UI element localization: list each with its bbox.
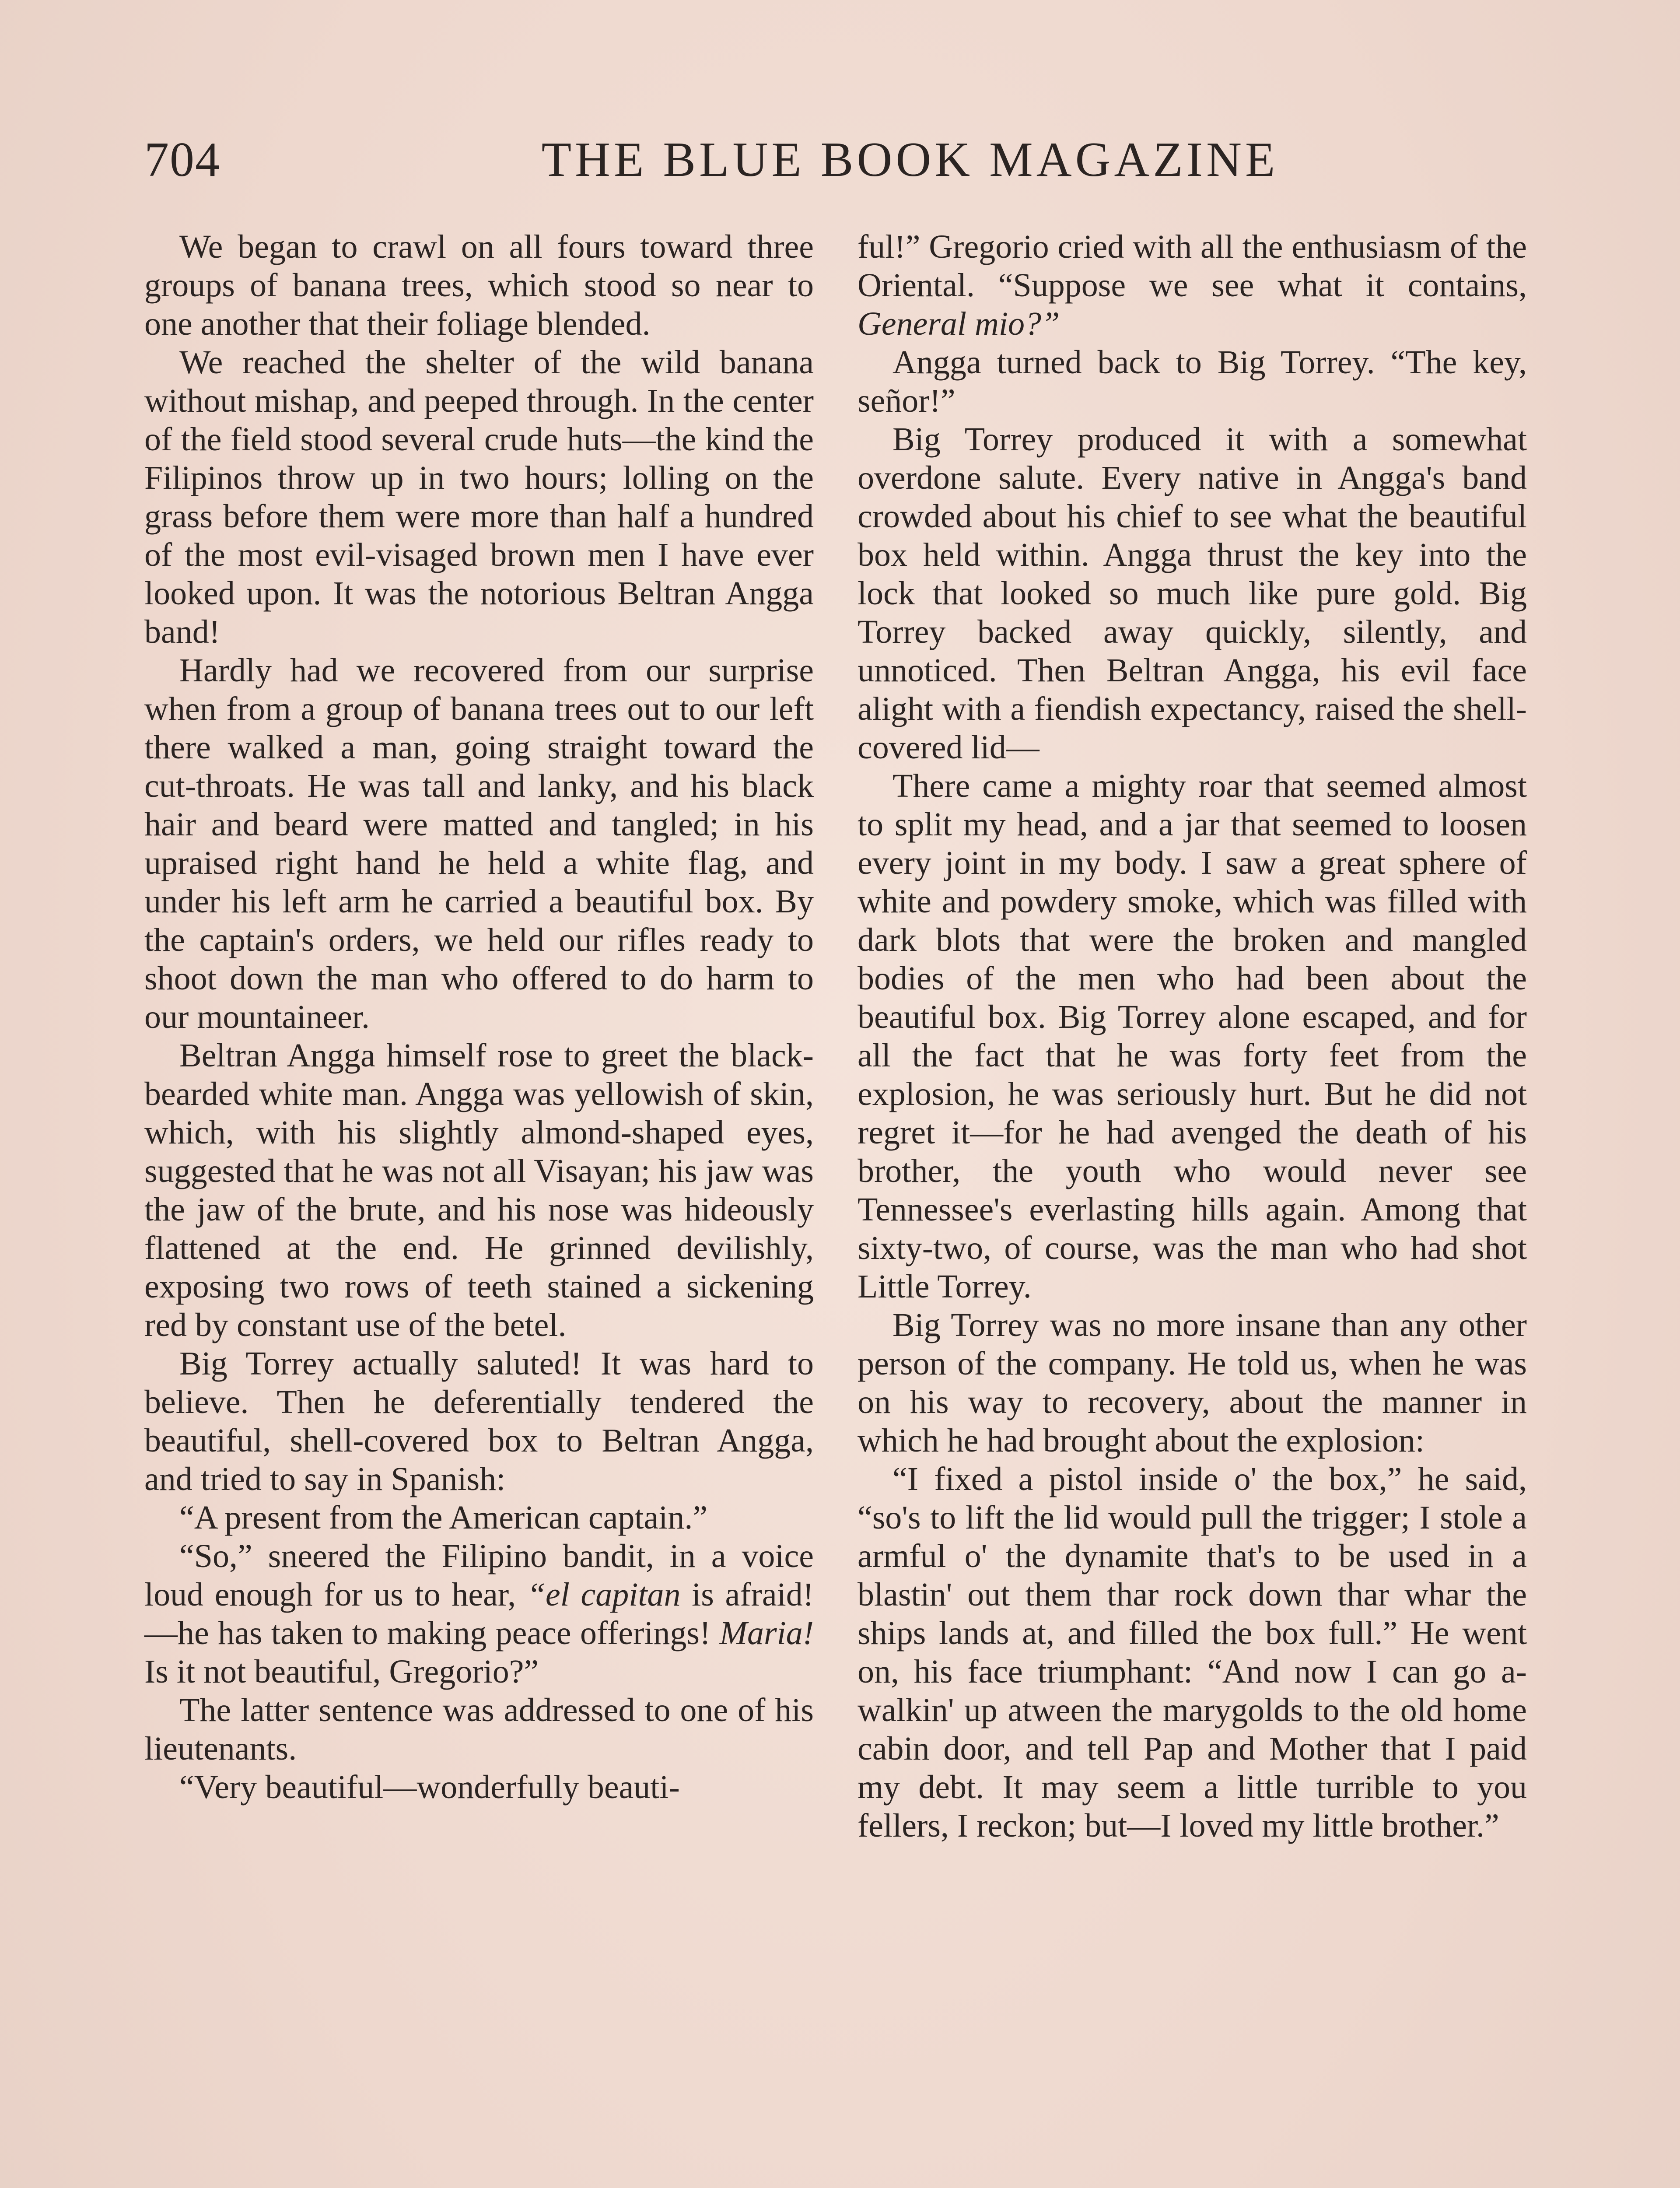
paragraph: The latter sentence was addressed to one of his lieutenants. xyxy=(144,1692,814,1767)
paragraph: Beltran Angga himself rose to greet the black-bearded white man. Angga was yellowish of skin, which, with his slightly almond-shaped eyes, suggested that he was not all Visayan; his jaw was the jaw of the brute, and his nose was hideously flattened at the end. He grinned devilishly, exposing two rows of teeth stained a sickening red by constant use of the betel. xyxy=(144,1037,814,1343)
italic-text: “el capitan xyxy=(527,1576,681,1613)
paragraph: Angga turned back to Big Torrey. “The key, señor!” xyxy=(858,344,1527,419)
paragraph: Big Torrey produced it with a somewhat overdone salute. Every native in Angga's band crowded about his chief to see what the beautiful box held within. Angga thrust the key into the lock that looked so much like pure gold. Big Torrey backed away quickly, silently, and unnoticed. Then Beltran Angga, his evil face alight with a fiendish expectancy, raised the shell-covered lid— xyxy=(858,421,1527,766)
paragraph: “A present from the American captain.” xyxy=(179,1499,708,1536)
italic-text: Maria! xyxy=(719,1615,814,1652)
paragraph: We began to crawl on all fours toward three groups of banana trees, which stood so near to one another that their foliage blended. xyxy=(144,228,814,342)
paragraph-text: “So,” sneered the Filipino bandit, in a voice loud enough for us to hear, xyxy=(144,1538,814,1613)
text-column-right xyxy=(858,228,1527,1845)
paragraph: “I fixed a pistol inside o' the box,” he said, “so's to lift the lid would pull the trigger; I stole a armful o' the dynamite that's to be used in a blastin' out them thar rock down thar whar the ships lands at, and filled the box full.” He went on, his face triumphant: “And now I can go a-walkin' up atween the marygolds to the old home cabin door, and tell Pap and Mother that I paid my debt. It may seem a little turrible to you fellers, I reckon; but—I loved my little brother.” xyxy=(858,1461,1527,1844)
paragraph-text: ful!” Gregorio cried with all the enthusiasm of the Oriental. “Suppose we see what it contains, xyxy=(858,228,1527,304)
text-column-left xyxy=(144,228,814,1806)
paragraph-text: is afraid!—he has taken to making peace offerings! xyxy=(144,1576,814,1652)
paragraph-text: Is it not beautiful, Gregorio?” xyxy=(144,1653,539,1690)
paragraph: We reached the shelter of the wild banana without mishap, and peeped through. In the center of the field stood several crude huts—the kind the Filipinos throw up in two hours; lolling on the grass before them were more than half a hundred of the most evil-visaged brown men I have ever looked upon. It was the notorious Beltran Angga band! xyxy=(144,344,814,650)
paragraph: “Very beautiful—wonderfully beauti- xyxy=(179,1769,680,1806)
paragraph-continued xyxy=(858,228,1527,343)
paragraph: Big Torrey actually saluted! It was hard to believe. Then he deferentially tendered the beautiful, shell-covered box to Beltran Angga, and tried to say in Spanish: xyxy=(144,1345,814,1497)
paragraph xyxy=(144,1537,814,1691)
paragraph: There came a mighty roar that seemed almost to split my head, and a jar that seemed to loosen every joint in my body. I saw a great sphere of white and powdery smoke, which was filled with dark blots that were the broken and mangled bodies of the men who had been about the beautiful box. Big Torrey alone escaped, and for all the fact that he was forty feet from the explosion, he was seriously hurt. But he did not regret it—for he had avenged the death of his brother, the youth who would never see Tennessee's everlasting hills again. Among that sixty-two, of course, was the man who had shot Little Torrey. xyxy=(858,768,1527,1305)
page-number: 704 xyxy=(144,133,220,187)
paragraph: Big Torrey was no more insane than any other person of the company. He told us, when he was on his way to recovery, about the manner in which he had brought about the explosion: xyxy=(858,1307,1527,1459)
paragraph: Hardly had we recovered from our surprise when from a group of banana trees out to our left there walked a man, going straight toward the cut-throats. He was tall and lanky, and his black hair and beard were matted and tangled; in his upraised right hand he held a white flag, and under his left arm he carried a beautiful box. By the captain's orders, we held our rifles ready to shoot down the man who offered to do harm to our mountaineer. xyxy=(144,652,814,1035)
page-header xyxy=(144,127,1544,193)
magazine-title: THE BLUE BOOK MAGAZINE xyxy=(541,133,1279,187)
italic-text: General mio?” xyxy=(858,305,1060,342)
